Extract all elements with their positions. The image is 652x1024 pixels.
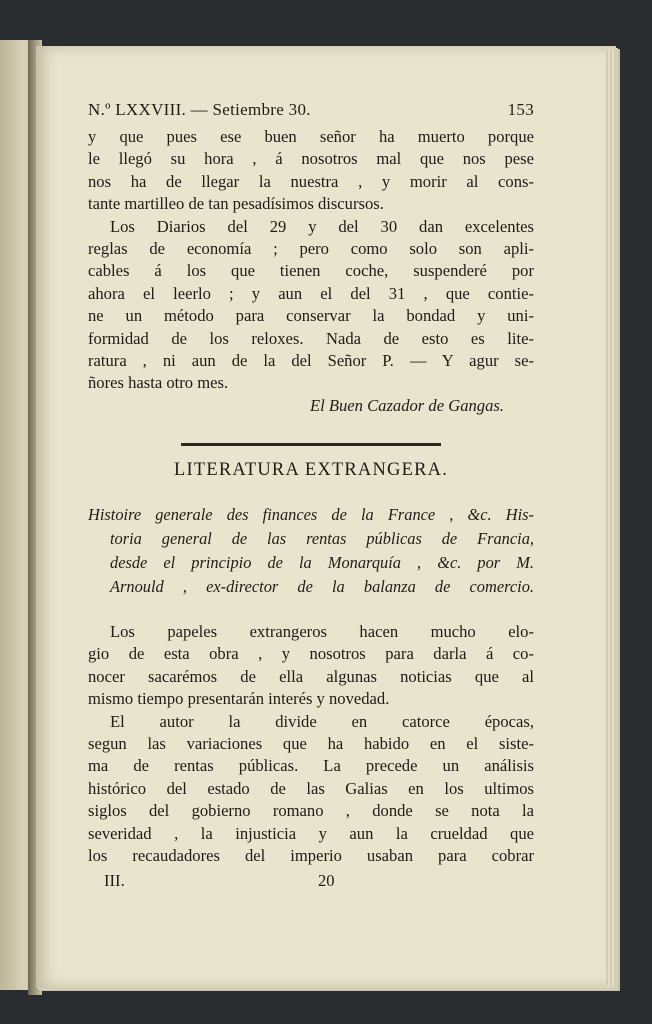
page-footer [88, 871, 534, 893]
book-title-line: Arnould , ex-director de la balanza de comercio. [110, 577, 534, 597]
signature-mark: 20 [318, 871, 335, 891]
volume-number: III. [104, 871, 125, 891]
text-line: ne un método para conservar la bondad y uni- [88, 306, 534, 326]
running-head [88, 100, 534, 126]
paragraph-autor [88, 711, 534, 868]
text-line: El autor la divide en catorce épocas, [110, 711, 534, 731]
text-line: y que pues ese buen señor ha muerto porque [88, 127, 534, 146]
text-line: ñores hasta otro mes. [88, 373, 229, 393]
text-line: siglos del gobierno romano , donde se nota la [88, 801, 534, 821]
page-stack-edge [606, 50, 616, 986]
text-line: cables á los que tienen coche, suspenderé por [88, 261, 534, 281]
text-line: reglas de economía ; pero como solo son apli- [88, 238, 534, 258]
paragraph-papeles [88, 621, 534, 711]
paragraph-diarios [88, 216, 534, 395]
paragraph-continuation [88, 126, 534, 216]
book-page [36, 46, 616, 988]
section-divider [181, 443, 441, 446]
page-number: 153 [507, 100, 534, 119]
text-line: nocer sacarémos de ella algunas noticias que al [88, 666, 534, 686]
text-line: tante martilleo de tan pesadísimos discursos. [88, 194, 384, 214]
text-line: gio de esta obra , y nosotros para darla á co- [88, 644, 534, 664]
text-line: severidad , la injusticia y aun la crueldad que [88, 823, 534, 843]
page-content [88, 100, 534, 893]
text-line: ahora el leerlo ; y aun el del 31 , que contie- [88, 283, 534, 303]
text-line: Los Diarios del 29 y del 30 dan excelentes [110, 216, 534, 236]
text-line: histórico del estado de las Galias en los ultimos [88, 778, 534, 798]
signature: El Buen Cazador de Gangas. [309, 395, 504, 415]
book-title-line: toria general de las rentas públicas de Francia, [110, 529, 534, 549]
text-line: Los papeles extrangeros hacen mucho elo- [110, 622, 534, 642]
book-title-line: Histoire generale des finances de la France , &c. His- [88, 505, 534, 525]
text-line: ma de rentas públicas. La precede un análisis [88, 756, 534, 776]
book-title-line: desde el principio de la Monarquía , &c. por M. [110, 553, 534, 573]
book-title [88, 503, 534, 599]
text-line: formidad de los reloxes. Nada de esto es lite- [88, 328, 534, 348]
running-head-title: N.º LXXVIII. — Setiembre 30. [88, 100, 311, 119]
text-line: le llegó su hora , á nosotros mal que nos pese [88, 149, 534, 169]
section-title: LITERATURA EXTRANGERA. [173, 460, 449, 481]
text-line: segun las variaciones que ha habido en el siste- [88, 734, 534, 754]
text-line: mismo tiempo presentarán interés y novedad. [88, 689, 390, 709]
text-line: ratura , ni aun de la del Señor P. — Y agur se- [88, 350, 534, 370]
text-line: nos ha de llegar la nuestra , y morir al cons- [88, 171, 534, 191]
text-line: los recaudadores del imperio usaban para cobrar [88, 846, 534, 865]
